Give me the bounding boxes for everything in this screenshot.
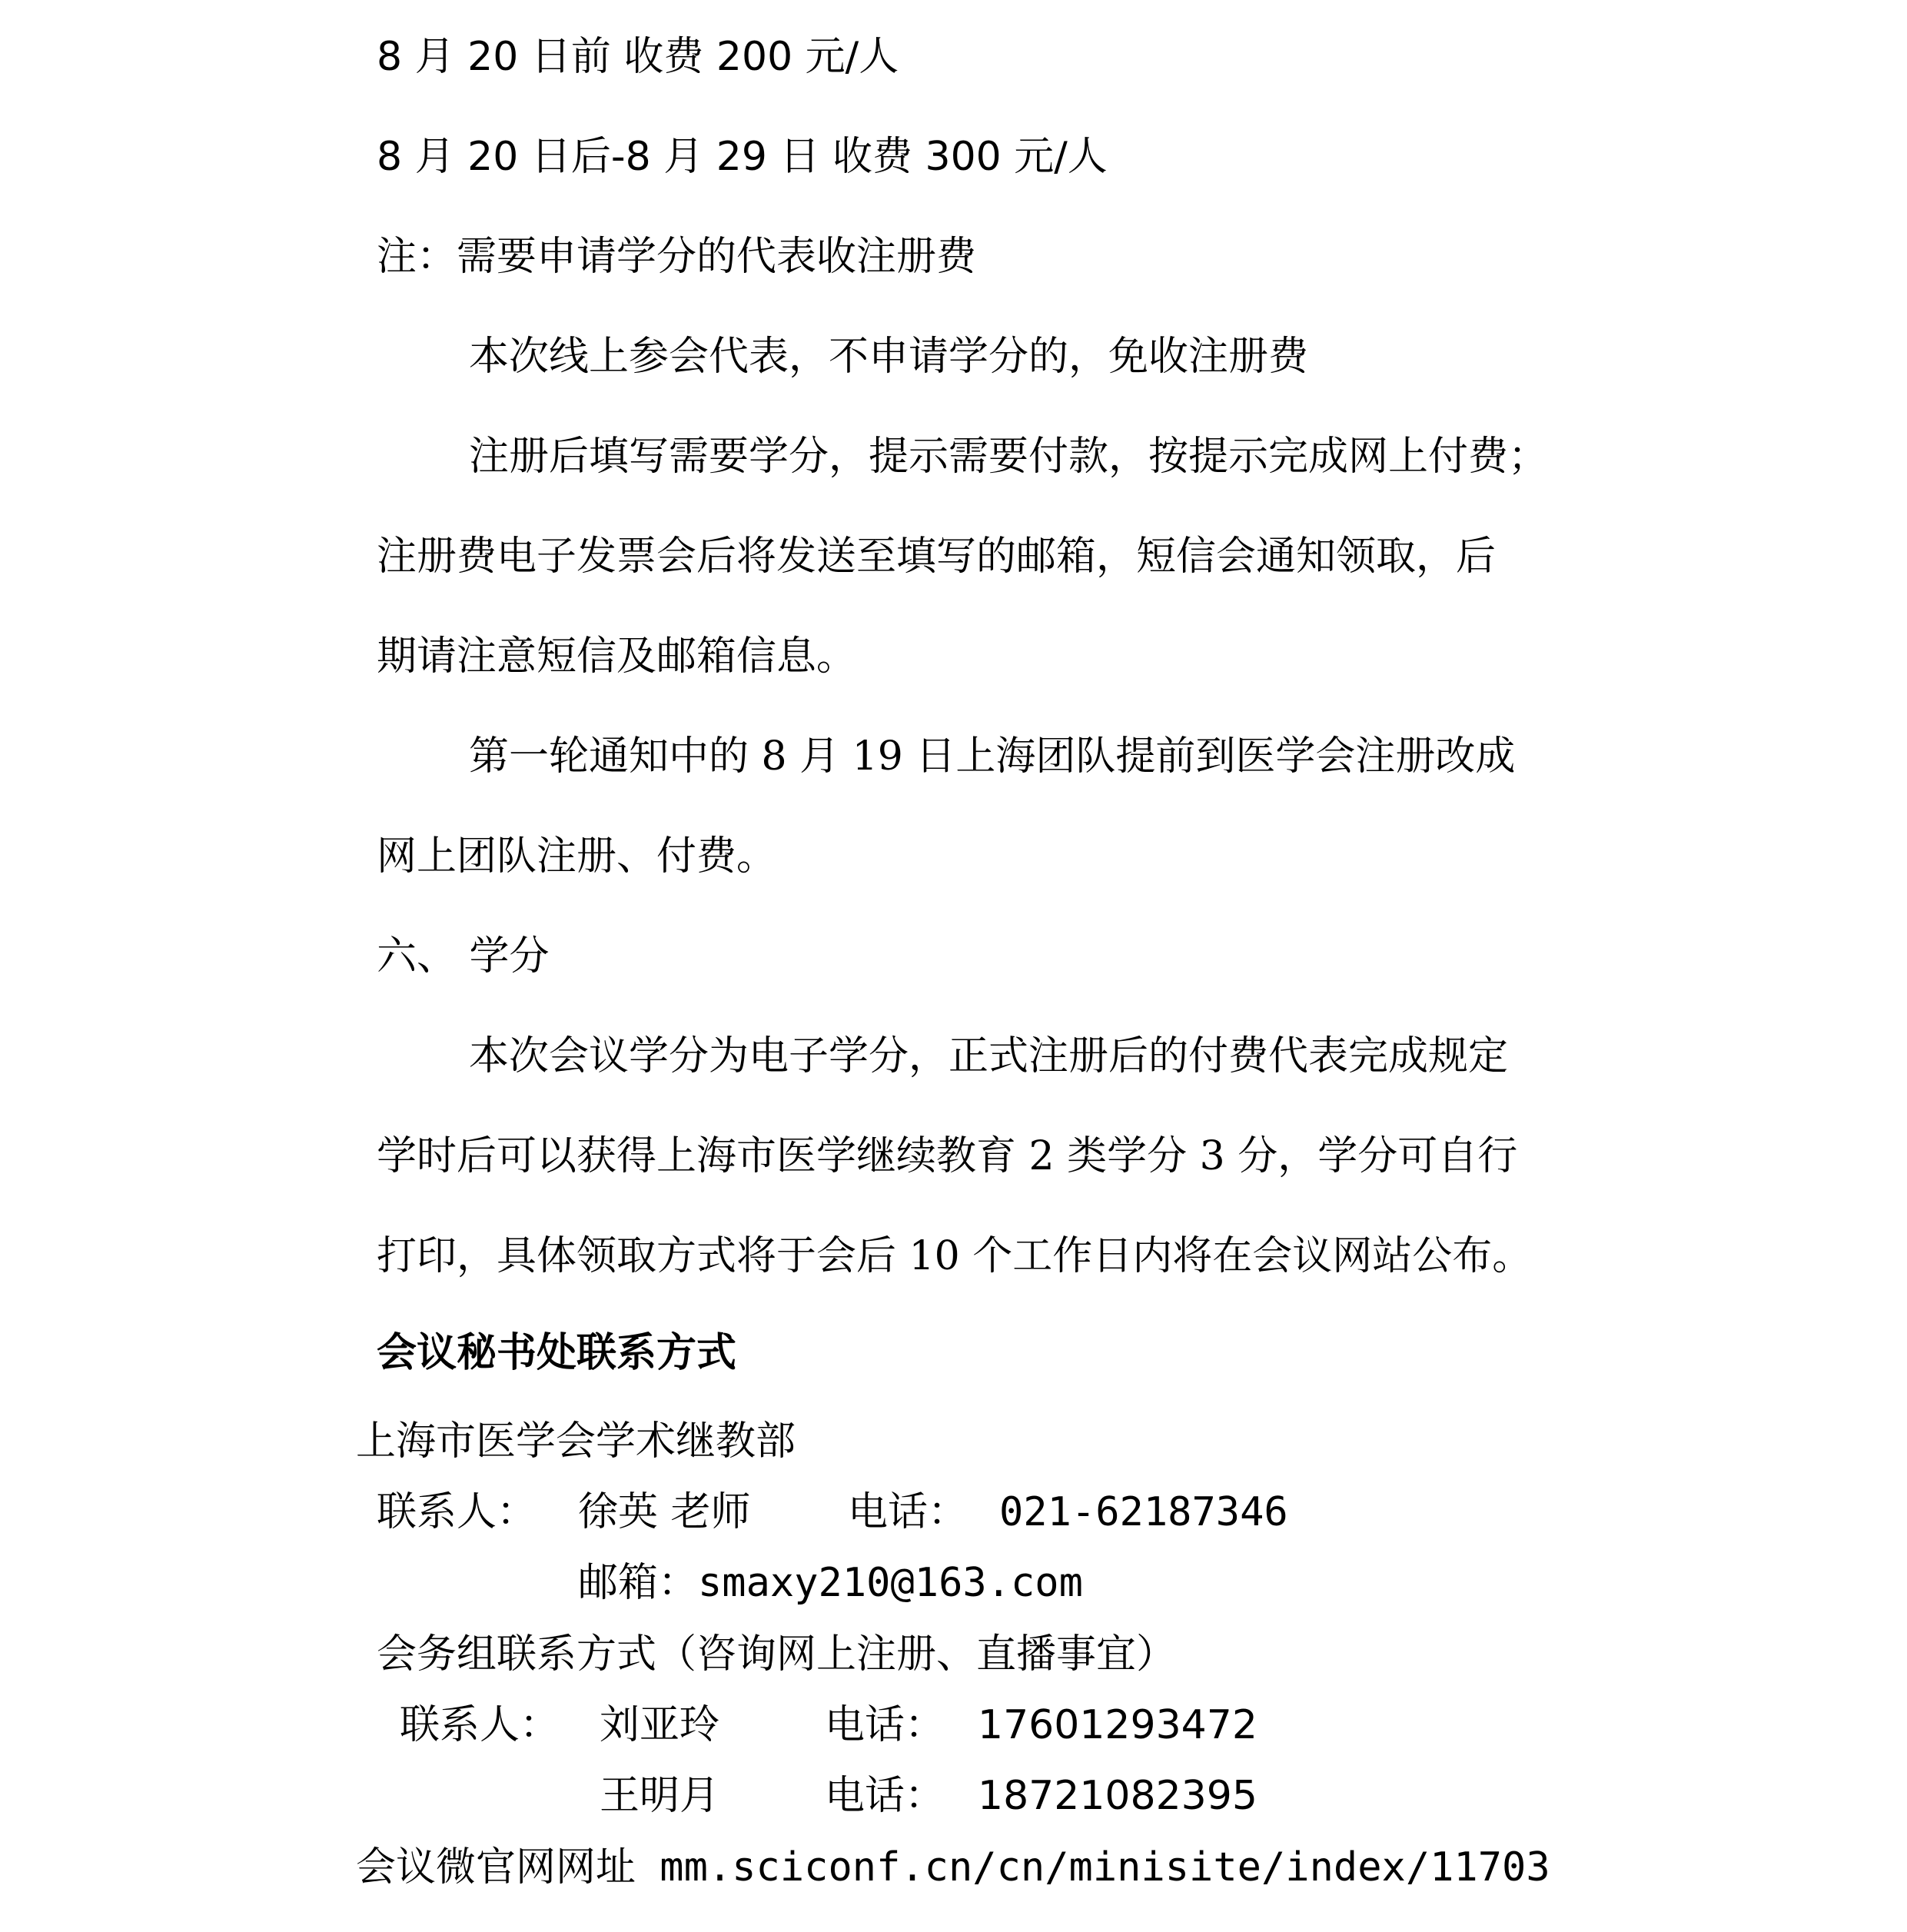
note-free-line: 本次线上参会代表，不申请学分的，免收注册费 (469, 334, 1309, 380)
fee-line-late: 8 月 20 日后-8 月 29 日 收费 300 元/人 (377, 134, 1108, 180)
phone-label: 电话： (848, 1489, 968, 1535)
group-contact-heading: 会务组联系方式（咨询网上注册、直播事宜） (377, 1631, 1177, 1678)
note-paragraph-1-line-2: 注册费电子发票会后将发送至填写的邮箱，短信会通知领取，后 (377, 534, 1497, 580)
note-line: 注：需要申请学分的代表收注册费 (377, 234, 977, 280)
group-contact-label: 联系人： (400, 1702, 560, 1748)
group-contact-row-1 (400, 1701, 1322, 1750)
credits-line-3: 打印，具体领取方式将于会后 10 个工作日内将在会议网站公布。 (377, 1233, 1533, 1279)
website-line: 会议微官网网址 mm.sciconf.cn/cn/minisite/index/11703 (356, 1844, 1550, 1890)
group-contact-name-2: 王明月 (600, 1773, 720, 1819)
credits-line-1: 本次会议学分为电子学分，正式注册后的付费代表完成规定 (469, 1033, 1509, 1079)
group-phone-1: 17601293472 (978, 1702, 1257, 1748)
contact-label: 联系人： (377, 1489, 537, 1535)
group-contact-row-2 (400, 1771, 1322, 1821)
credits-heading: 六、 学分 (377, 933, 550, 979)
group-contact-name-1: 刘亚玲 (600, 1702, 720, 1748)
note-paragraph-2-line-2: 网上团队注册、付费。 (377, 833, 777, 880)
email-line: 邮箱：smaxy210@163.com (578, 1560, 1083, 1606)
fee-line-early: 8 月 20 日前 收费 200 元/人 (377, 34, 899, 80)
contact-phone: 021-62187346 (999, 1489, 1288, 1535)
contact-name: 徐英 老师 (578, 1489, 751, 1535)
contact-heading: 会议秘书处联系方式 (377, 1330, 737, 1376)
group-phone-label-2: 电话： (825, 1773, 945, 1819)
group-phone-2: 18721082395 (978, 1773, 1257, 1819)
note-paragraph-1-line-3: 期请注意短信及邮箱信息。 (377, 633, 857, 680)
note-paragraph-1-line-1: 注册后填写需要学分，提示需要付款，按提示完成网上付费； (469, 434, 1549, 480)
group-phone-label-1: 电话： (825, 1702, 945, 1748)
credits-line-2: 学时后可以获得上海市医学继续教育 2 类学分 3 分，学分可自行 (377, 1133, 1518, 1179)
note-paragraph-2-line-1: 第一轮通知中的 8 月 19 日上海团队提前到医学会注册改成 (469, 733, 1516, 780)
department-name: 上海市医学会学术继教部 (356, 1418, 796, 1465)
secretariat-contact-row (377, 1488, 1299, 1537)
